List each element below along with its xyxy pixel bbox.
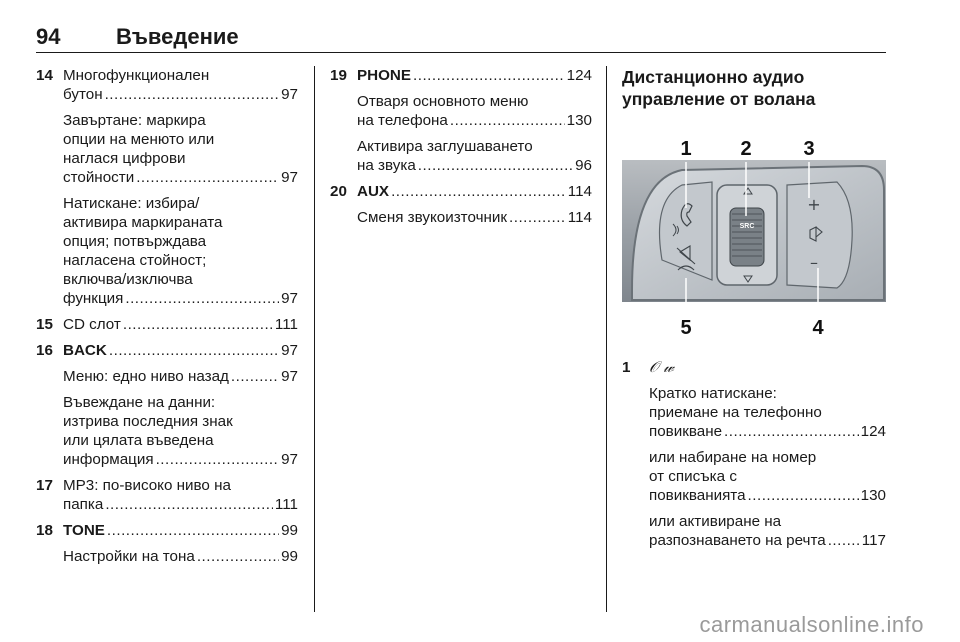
leader-dots <box>231 367 279 386</box>
page-ref: 97 <box>281 86 298 103</box>
sub-last-line <box>649 422 886 441</box>
leader-dots <box>413 66 565 85</box>
sub-last-line <box>357 156 592 175</box>
leader-dots <box>418 156 573 175</box>
entry-number: 19 <box>330 67 347 84</box>
entry-1 <box>622 358 886 377</box>
sub-text: Сменя звукоизточник <box>357 209 508 226</box>
page-ref: 99 <box>281 548 298 565</box>
sub-text-line: нагласена стойност; <box>63 252 207 269</box>
leader-dots <box>123 315 273 334</box>
leader-dots <box>828 531 860 550</box>
entry-17 <box>36 476 298 514</box>
steering-wheel-controls-figure <box>622 130 886 340</box>
sub-text: повикванията <box>649 487 746 504</box>
entry-last-line <box>357 182 592 201</box>
page-ref: 124 <box>566 67 592 84</box>
page-ref: 111 <box>274 316 298 333</box>
sub-text: на звука <box>357 157 416 174</box>
column-divider-1 <box>314 66 315 612</box>
page-ref: 97 <box>281 169 298 186</box>
entry-number: 18 <box>36 522 53 539</box>
entry-number: 20 <box>330 183 347 200</box>
leader-dots <box>105 495 273 514</box>
entry-text: TONE <box>63 522 105 539</box>
sub-entry <box>36 393 298 469</box>
page-ref: 97 <box>281 342 298 359</box>
sub-entry <box>330 137 592 175</box>
sub-text: функция <box>63 290 124 307</box>
page-ref: 130 <box>860 487 886 504</box>
sub-last-line <box>357 111 592 130</box>
watermark: carmanualsonline.info <box>699 612 924 637</box>
sub-text-line: Активира заглушаването <box>357 138 533 155</box>
entry-text: папка <box>63 496 104 513</box>
sub-text-line: активира маркираната <box>63 214 223 231</box>
entry-number: 15 <box>36 316 53 333</box>
entry-14 <box>36 66 298 104</box>
page-ref: 96 <box>575 157 592 174</box>
entry-text: PHONE <box>357 67 412 84</box>
sub-text-line: наглася цифрови <box>63 150 186 167</box>
minus-icon: – <box>810 253 818 272</box>
phone-voice-icons: 𝒪 𝓌 <box>649 358 674 376</box>
sub-text: Меню: едно ниво назад <box>63 368 229 385</box>
entry-last-line <box>63 341 298 360</box>
page-ref: 97 <box>281 290 298 307</box>
page-title: Въведение <box>116 24 239 49</box>
entry-last-line <box>63 315 298 334</box>
sub-last-line <box>63 450 298 469</box>
entry-text: BACK <box>63 342 107 359</box>
callout-3: 3 <box>803 138 815 160</box>
callout-4: 4 <box>812 317 824 339</box>
sub-last-line <box>63 367 298 386</box>
leader-dots <box>391 182 566 201</box>
sub-entry <box>36 194 298 308</box>
sub-text-line: опция; потвърждава <box>63 233 207 250</box>
entry-text: AUX <box>357 183 390 200</box>
sub-text-line: Въвеждане на данни: <box>63 394 216 411</box>
sub-text-line: изтрива последния знак <box>63 413 233 430</box>
entry-15 <box>36 315 298 334</box>
page-ref: 97 <box>281 451 298 468</box>
entry-last-line <box>63 521 298 540</box>
page-ref: 99 <box>281 522 298 539</box>
sub-text-line: или цялата въведена <box>63 432 214 449</box>
src-thumbwheel <box>730 208 764 266</box>
page-ref: 114 <box>567 183 592 200</box>
steering-wheel-controls-illustration <box>622 130 886 340</box>
sub-entry <box>622 512 886 550</box>
sub-last-line <box>649 531 886 550</box>
sub-text-line: от списъка с <box>649 468 737 485</box>
callout-5: 5 <box>680 317 692 339</box>
entry-18 <box>36 521 298 540</box>
sub-entry <box>36 111 298 187</box>
sub-text: информация <box>63 451 154 468</box>
sub-text-line: Натискане: избира/ <box>63 195 200 212</box>
page-ref: 114 <box>567 209 592 226</box>
page-ref: 97 <box>281 368 298 385</box>
entry-number: 1 <box>622 359 631 376</box>
callout-1: 1 <box>680 138 692 160</box>
sub-text: Настройки на тона <box>63 548 195 565</box>
entry-last-line <box>357 66 592 85</box>
leader-dots <box>509 208 566 227</box>
sub-entry <box>330 92 592 130</box>
page-ref: 130 <box>566 112 592 129</box>
plus-icon: + <box>807 195 821 214</box>
entry-19 <box>330 66 592 85</box>
entry-16 <box>36 341 298 360</box>
sub-text: стойности <box>63 169 135 186</box>
src-label: SRC <box>739 223 755 230</box>
page-ref: 124 <box>860 423 886 440</box>
leader-dots <box>125 289 279 308</box>
leader-dots <box>107 521 279 540</box>
column-divider-2 <box>606 66 607 612</box>
leader-dots <box>136 168 279 187</box>
sub-entry <box>36 547 298 566</box>
section-title-line: управление от волана <box>622 89 816 109</box>
sub-text: повикване <box>649 423 723 440</box>
entry-number: 17 <box>36 477 53 494</box>
leader-dots <box>156 450 280 469</box>
sub-text-line: приемане на телефонно <box>649 404 822 421</box>
entry-text: CD слот <box>63 316 121 333</box>
entry-text: бутон <box>63 86 103 103</box>
page-number: 94 <box>36 24 61 49</box>
sub-entry <box>36 367 298 386</box>
entry-20 <box>330 182 592 201</box>
leader-dots <box>109 341 279 360</box>
sub-text-line: Кратко натискане: <box>649 385 777 402</box>
entry-last-line <box>63 85 298 104</box>
callout-2: 2 <box>740 138 752 160</box>
leader-dots <box>748 486 859 505</box>
sub-entry <box>622 448 886 505</box>
column-3 <box>622 66 886 557</box>
entry-text-line: MP3: по-високо ниво на <box>63 477 231 494</box>
sub-text: на телефона <box>357 112 448 129</box>
column-2 <box>330 66 592 234</box>
column-1 <box>36 66 298 573</box>
sub-last-line <box>63 168 298 187</box>
section-title <box>622 66 886 110</box>
entry-number: 14 <box>36 67 53 84</box>
leader-dots <box>197 547 279 566</box>
section-title-line: Дистанционно аудио <box>622 67 805 87</box>
page-ref: 117 <box>861 532 886 549</box>
leader-dots <box>450 111 565 130</box>
sub-entry <box>330 208 592 227</box>
entry-text-line: Многофункционален <box>63 67 210 84</box>
sub-entry <box>622 384 886 441</box>
sub-text-line: опции на менюто или <box>63 131 215 148</box>
sub-last-line <box>63 289 298 308</box>
sub-text: разпознаването на речта <box>649 532 826 549</box>
leader-dots <box>724 422 859 441</box>
sub-text-line: Завъртане: маркира <box>63 112 206 129</box>
sub-text-line: включва/изключва <box>63 271 193 288</box>
page-ref: 111 <box>274 496 298 513</box>
sub-text-line: Отваря основното меню <box>357 93 529 110</box>
entry-number: 16 <box>36 342 53 359</box>
sub-last-line <box>63 547 298 566</box>
sub-text-line: или активиране на <box>649 513 782 530</box>
sub-text-line: или набиране на номер <box>649 449 817 466</box>
sub-last-line <box>649 486 886 505</box>
sub-last-line <box>357 208 592 227</box>
entry-last-line <box>63 495 298 514</box>
leader-dots <box>105 85 280 104</box>
page-header <box>36 22 886 53</box>
